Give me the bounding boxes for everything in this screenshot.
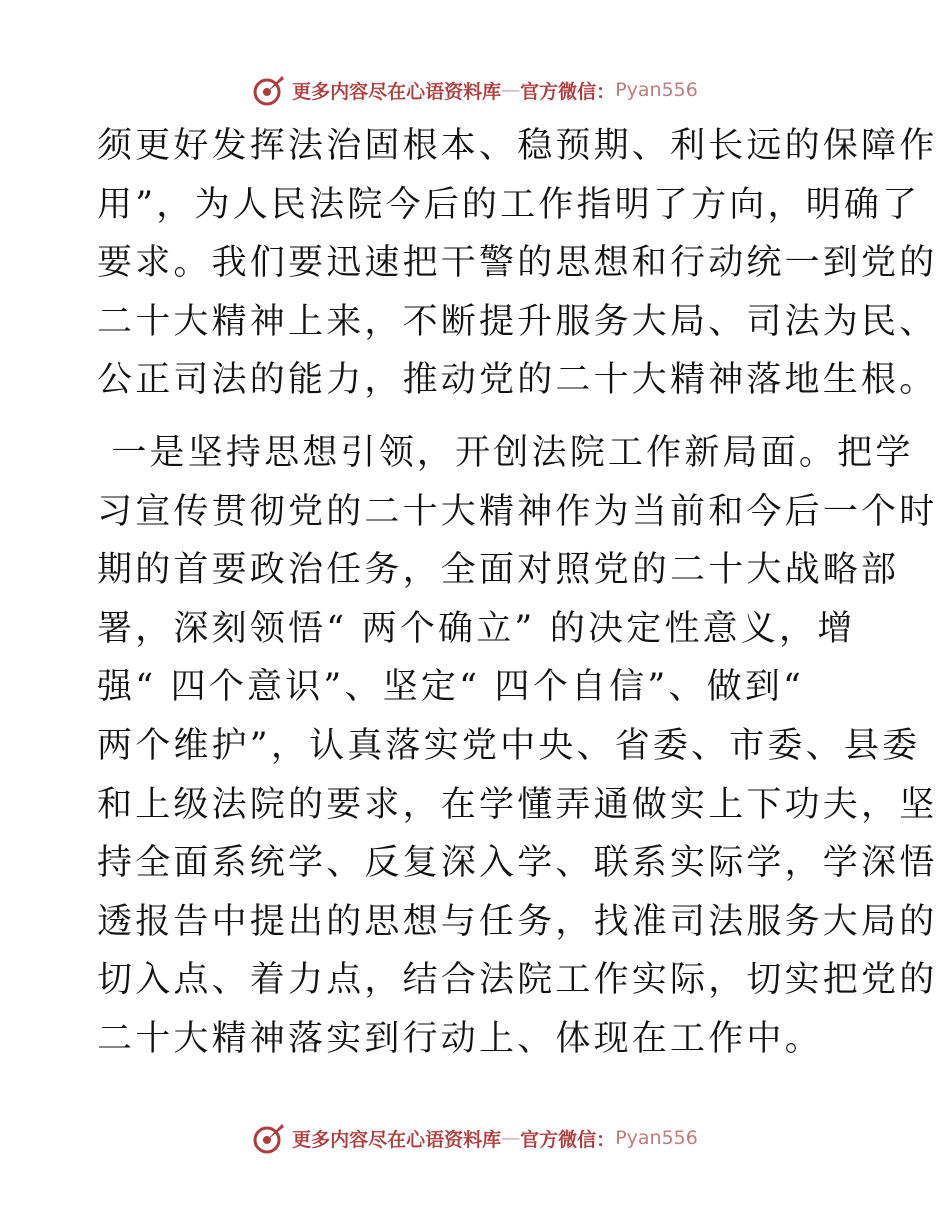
text-line: 二十大精神落实到行动上、体现在工作中。 xyxy=(97,1018,823,1059)
watermark-dash: — xyxy=(501,1127,521,1149)
watermark-wechat-id: Pyan556 xyxy=(615,79,698,101)
text-line: 和上级法院的要求，在学懂弄通做实上下功夫，坚 xyxy=(97,784,938,825)
watermark-wechat-id: Pyan556 xyxy=(615,1127,698,1149)
paragraph-2 xyxy=(97,424,938,1069)
watermark-label: 官方微信： xyxy=(520,1128,616,1151)
footer-watermark xyxy=(0,1118,950,1158)
paragraph-gap xyxy=(97,410,857,424)
text-line: 公正司法的能力，推动党的二十大精神落地生根。 xyxy=(97,360,938,401)
text-line: 期的首要政治任务，全面对照党的二十大战略部 xyxy=(97,550,900,591)
text-line: 强“ 四个意识”、坚定“ 四个自信”、做到“ xyxy=(97,667,805,708)
paragraph-1 xyxy=(97,117,938,410)
text-line: 署，深刻领悟“ 两个确立” 的决定性意义，增 xyxy=(97,608,856,649)
text-line: 须更好发挥法治固根本、稳预期、利长远的保障作 xyxy=(97,126,938,166)
pen-nib-circle-logo xyxy=(252,73,286,107)
text-line: 二十大精神上来，不断提升服务大局、司法为民、 xyxy=(97,301,938,342)
watermark-brand: 更多内容尽在心语资料库 xyxy=(292,80,502,103)
text-line: 一是坚持思想引领，开创法院工作新局面。把学 xyxy=(97,432,914,473)
text-line: 切入点、着力点，结合法院工作实际，切实把党的 xyxy=(97,960,938,1001)
pen-nib-circle-logo xyxy=(252,1121,286,1155)
text-line: 两个维护”，认真落实党中央、省委、市委、县委 xyxy=(97,725,921,766)
text-line: 习宣传贯彻党的二十大精神作为当前和今后一个时 xyxy=(97,491,938,532)
document-body xyxy=(97,117,938,1069)
text-line: 要求。我们要迅速把干警的思想和行动统一到党的 xyxy=(97,243,938,284)
text-line: 透报告中提出的思想与任务，找准司法服务大局的 xyxy=(97,901,938,942)
text-line: 用”，为人民法院今后的工作指明了方向，明确了 xyxy=(97,184,921,225)
text-line: 持全面系统学、反复深入学、联系实际学，学深悟 xyxy=(97,843,938,884)
watermark-label: 官方微信： xyxy=(520,80,616,103)
watermark-brand: 更多内容尽在心语资料库 xyxy=(292,1128,502,1151)
watermark-dash: — xyxy=(501,79,521,101)
header-watermark xyxy=(0,70,950,110)
